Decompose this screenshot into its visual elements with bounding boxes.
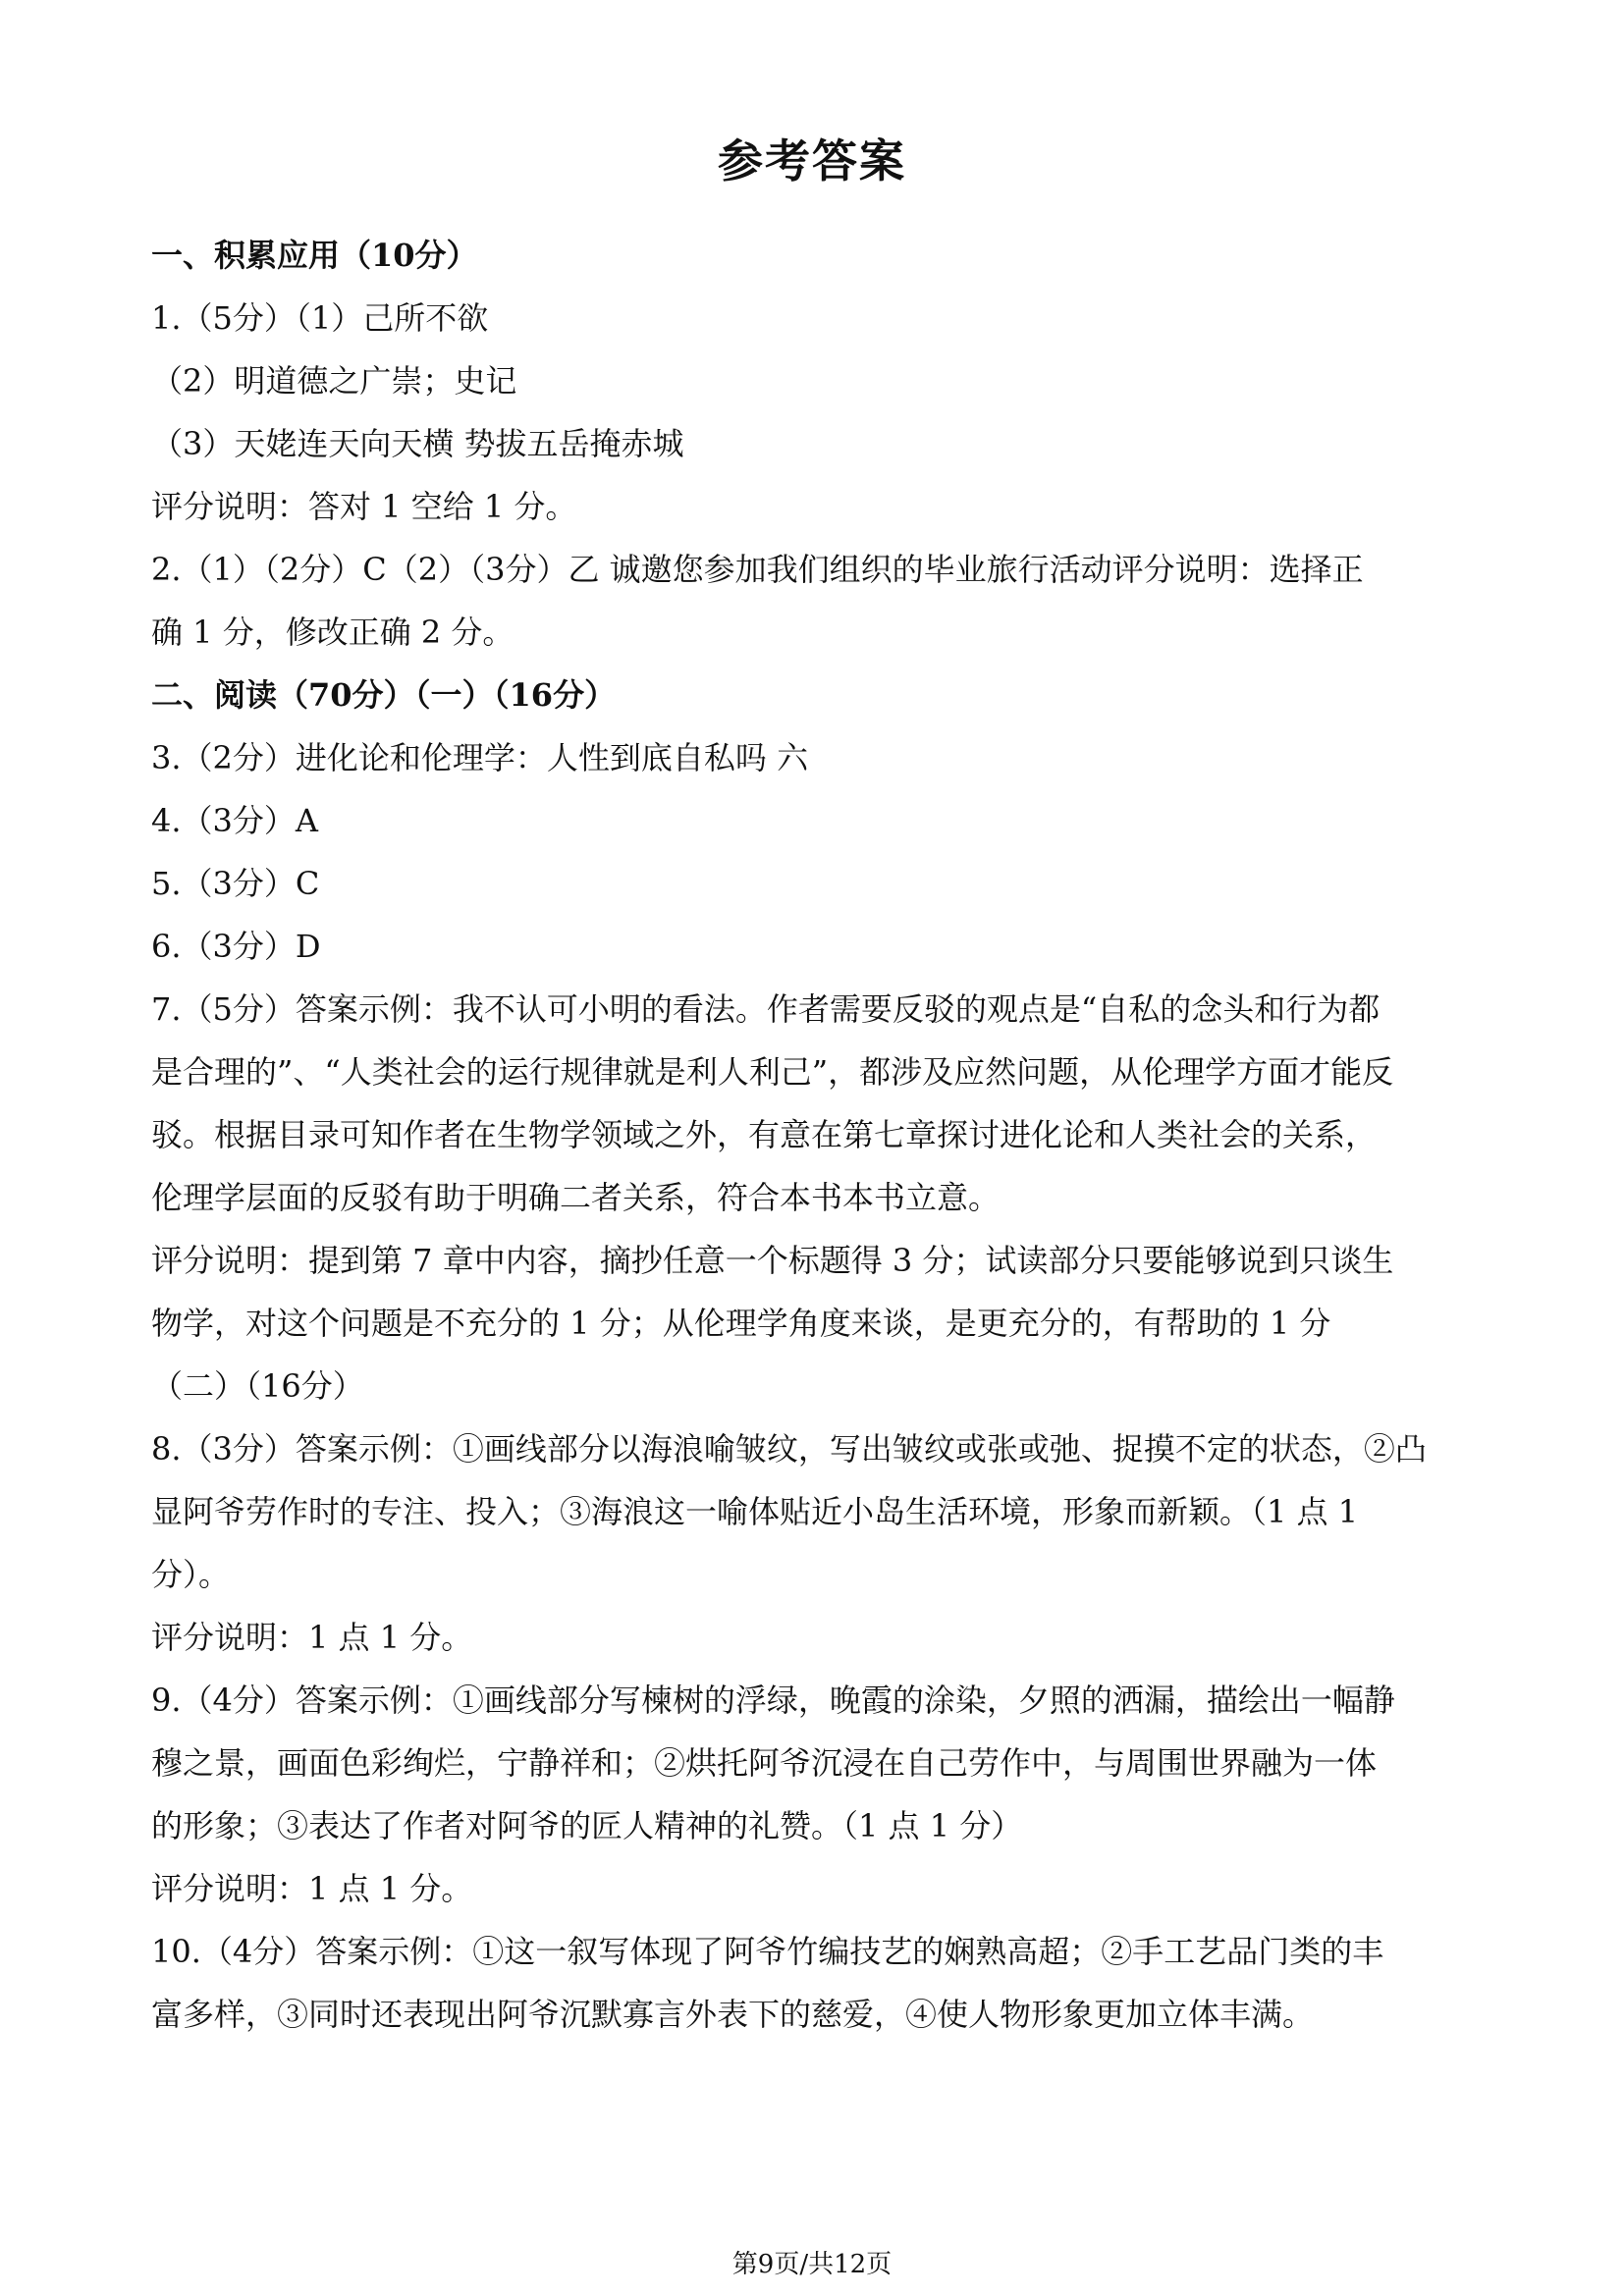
answer-line-q9-cont2: 的形象；③表达了作者对阿爷的匠人精神的礼赞。（1 点 1 分） — [151, 1807, 1023, 1844]
page-title: 参考答案 — [718, 134, 906, 187]
answer-line-q8-cont2: 分）。 — [151, 1556, 231, 1593]
answer-line-q7-cont2: 驳。根据目录可知作者在生物学领域之外，有意在第七章探讨进化论和人类社会的关系， — [151, 1116, 1378, 1153]
answer-line-q9-cont1: 穆之景，画面色彩绚烂，宁静祥和；②烘托阿爷沉浸在自己劳作中，与周围世界融为一体 — [151, 1744, 1378, 1782]
section-heading-reading: 二、阅读（70分）（一）（16分） — [151, 676, 617, 714]
answer-line-q7-cont1: 是合理的”、“人类社会的运行规律就是利人利己”，都涉及应然问题，从伦理学方面才能反 — [151, 1053, 1394, 1091]
scoring-note-q7: 评分说明：提到第 7 章中内容，摘抄任意一个标题得 3 分；试读部分只要能够说到只谈生 — [151, 1242, 1394, 1279]
answer-line-q2-cont: 确 1 分，修改正确 2 分。 — [151, 614, 514, 651]
scoring-note-q8: 评分说明：1 点 1 分。 — [151, 1619, 473, 1656]
answer-line-q6: 6.（3分）D — [151, 928, 321, 965]
page-number: 第9页/共12页 — [731, 2250, 893, 2279]
answer-line-q4: 4.（3分）A — [151, 802, 319, 839]
section-heading-accumulation: 一、积累应用（10分） — [151, 237, 478, 274]
answer-line-q1-part3: （3）天姥连天向天横 势拔五岳掩赤城 — [151, 425, 684, 462]
scoring-note-q7-cont: 物学，对这个问题是不充分的 1 分；从伦理学角度来谈，是更充分的，有帮助的 1 分 — [151, 1305, 1331, 1342]
answer-line-q7-cont3: 伦理学层面的反驳有助于明确二者关系，符合本书本书立意。 — [151, 1179, 1001, 1216]
answer-line-q5: 5.（3分）C — [151, 865, 320, 902]
scoring-note-q9: 评分说明：1 点 1 分。 — [151, 1870, 473, 1907]
answer-line-q9: 9.（4分）答案示例：①画线部分写楝树的浮绿，晚霞的涂染，夕照的洒漏，描绘出一幅静 — [151, 1682, 1395, 1719]
subsection-heading-2: （二）（16分） — [151, 1367, 364, 1405]
answer-line-q7: 7.（5分）答案示例：我不认可小明的看法。作者需要反驳的观点是“自私的念头和行为都 — [151, 990, 1380, 1028]
scoring-note-q1: 评分说明：答对 1 空给 1 分。 — [151, 488, 577, 525]
answer-content — [151, 224, 1487, 2046]
answer-line-q1-part2: （2）明道德之广崇；史记 — [151, 362, 517, 400]
answer-line-q2: 2.（1）（2分）C（2）（3分）乙 诚邀您参加我们组织的毕业旅行活动评分说明：选择正 — [151, 551, 1364, 588]
answer-line-q3: 3.（2分）进化论和伦理学：人性到底自私吗 六 — [151, 739, 809, 776]
answer-line-q8-cont1: 显阿爷劳作时的专注、投入；③海浪这一喻体贴近小岛生活环境，形象而新颖。（1 点 1 — [151, 1493, 1359, 1530]
answer-line-q10-cont: 富多样，③同时还表现出阿爷沉默寡言外表下的慈爱，④使人物形象更加立体丰满。 — [151, 1996, 1315, 2033]
answer-line-q8: 8.（3分）答案示例：①画线部分以海浪喻皱纹，写出皱纹或张或弛、捉摸不定的状态，②凸 — [151, 1430, 1427, 1468]
answer-line-q1: 1.（5分）（1）己所不欲 — [151, 299, 489, 337]
answer-line-q10: 10.（4分）答案示例：①这一叙写体现了阿爷竹编技艺的娴熟高超；②手工艺品门类的丰 — [151, 1933, 1384, 1970]
